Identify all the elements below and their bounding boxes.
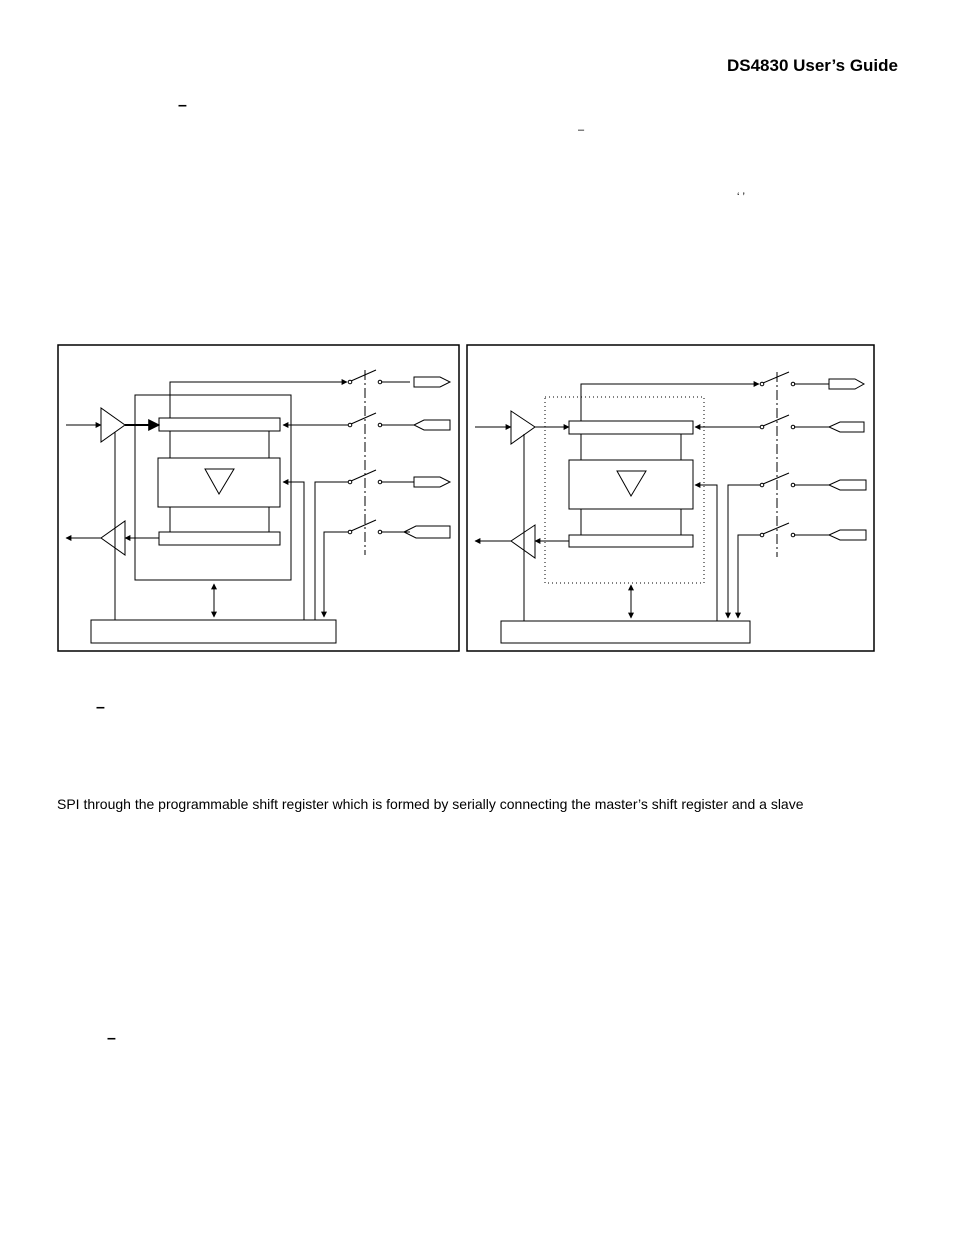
left-input-buffer-icon [101, 408, 125, 442]
right-register-bar-top [569, 421, 693, 434]
right-pin-input-icon [829, 422, 864, 432]
right-switch-2 [695, 415, 864, 432]
dash-mark: – [107, 1030, 116, 1047]
page-header-title: DS4830 User’s Guide [726, 56, 898, 75]
left-switch-3 [315, 470, 450, 620]
dash-mark: – [178, 97, 187, 114]
right-output-buffer-icon [511, 525, 535, 558]
left-output-buffer-icon [101, 521, 125, 555]
right-switch-4 [738, 523, 866, 618]
right-register-bar-bottom [569, 535, 693, 547]
right-pin-output-icon [829, 379, 864, 389]
left-pin-bidir-icon [404, 526, 450, 538]
left-diagram [58, 345, 459, 651]
left-switch-1 [348, 370, 450, 387]
right-pin-input-icon [829, 480, 866, 490]
left-switch-4 [324, 520, 450, 617]
right-switch-3 [728, 473, 866, 618]
left-diagram-frame [58, 345, 459, 651]
left-switch-2 [283, 413, 450, 430]
left-pin-output-icon [414, 477, 450, 487]
left-register-bar-top [159, 418, 280, 431]
body-paragraph: SPI through the programmable shift register which is formed by serially connecting the master’s shift register and a slave [57, 796, 804, 812]
right-control-bar [501, 621, 750, 643]
left-control-bar [91, 620, 336, 643]
dash-mark: – [96, 699, 105, 716]
left-clock-triangle-icon [205, 469, 234, 494]
left-pin-output-icon [414, 377, 450, 387]
left-register-core [158, 458, 280, 507]
right-diagram-frame [467, 345, 874, 651]
right-clock-triangle-icon [617, 471, 646, 496]
right-pin-input-icon [829, 530, 866, 540]
right-register-core [569, 460, 693, 509]
dash-mark: – [578, 124, 585, 136]
left-register-bar-bottom [159, 532, 280, 545]
right-switch-1 [760, 372, 864, 389]
right-input-buffer-icon [511, 411, 535, 444]
quote-mark: ‘ ’ [737, 191, 745, 203]
left-pin-input-icon [414, 420, 450, 430]
right-diagram [467, 345, 874, 651]
